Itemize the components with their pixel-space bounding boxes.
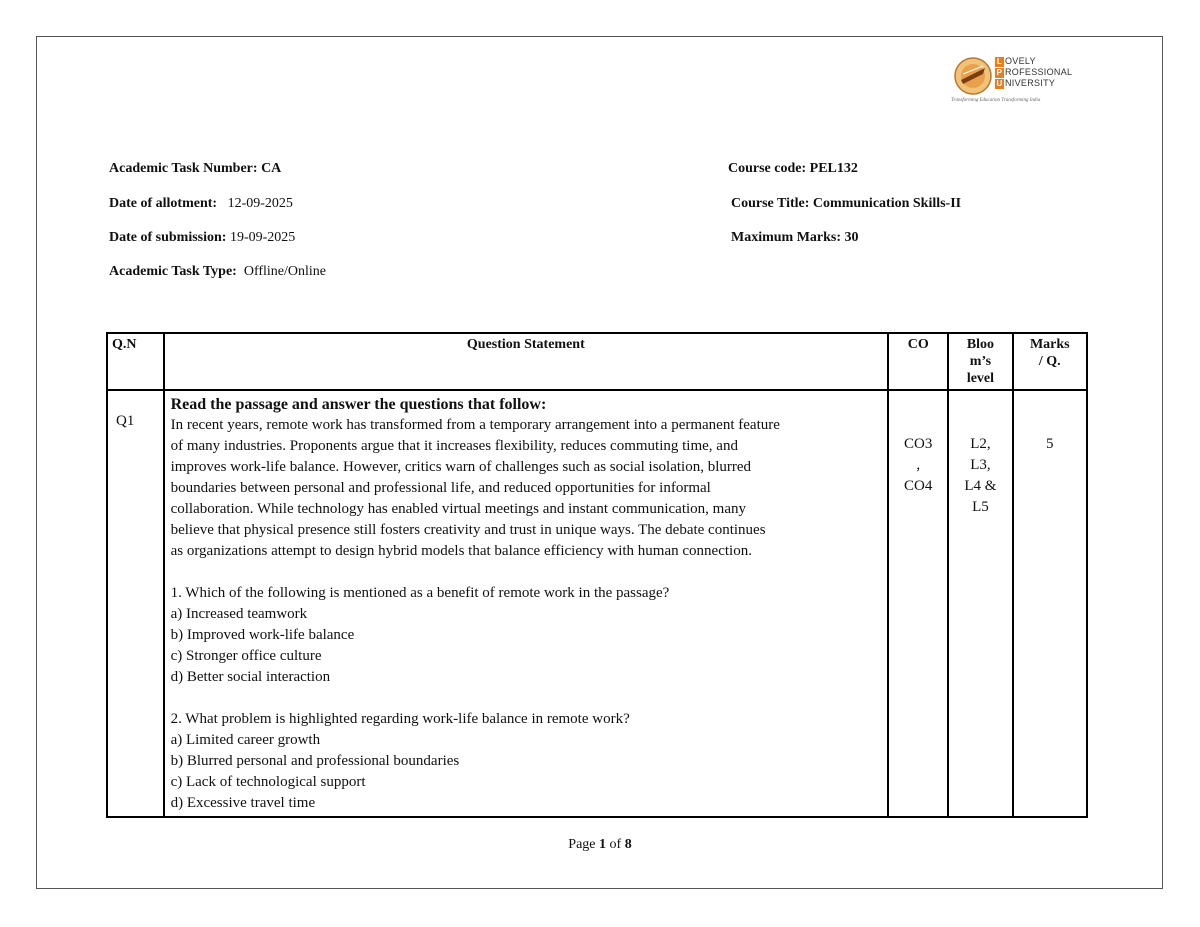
sub-question-1-stem: 1. Which of the following is mentioned as a benefit of remote work in the passage?: [170, 585, 670, 601]
passage-line: as organizations attempt to design hybrid models that balance efficiency with human connection.: [170, 543, 752, 559]
submission-date: Date of submission: 19-09-2025: [109, 230, 296, 245]
allotment-date: Date of allotment: 12-09-2025: [109, 196, 293, 211]
passage-line: believe that physical presence still fosters creativity and trust in unique ways. The debate continues: [170, 522, 766, 538]
header-qn: Q.N: [107, 333, 164, 390]
option: c) Stronger office culture: [170, 648, 322, 664]
logo-emblem-icon: [953, 56, 993, 96]
option: a) Increased teamwork: [170, 606, 308, 622]
option: c) Lack of technological support: [170, 774, 366, 790]
task-number: Academic Task Number: CA: [109, 161, 282, 176]
course-code: Course code: PEL132: [728, 161, 858, 176]
blooms-level: L2, L3, L4 & L5: [948, 390, 1012, 817]
course-outcome: CO3 , CO4: [888, 390, 948, 817]
option: d) Better social interaction: [170, 669, 331, 685]
question-table: [106, 332, 1088, 818]
option: d) Excessive travel time: [170, 795, 316, 811]
option: a) Limited career growth: [170, 732, 321, 748]
marks-per-question: 5: [1013, 390, 1087, 817]
question-statement: [164, 390, 889, 817]
passage-line: of many industries. Proponents argue that it increases flexibility, reduces commuting time, and: [170, 438, 738, 454]
maximum-marks: Maximum Marks: 30: [731, 230, 859, 245]
table-row: [107, 390, 1087, 817]
question-number: Q1: [107, 390, 164, 817]
logo-wordmark: L OVELY P ROFESSIONAL U NIVERSITY: [996, 56, 1073, 88]
header-question-statement: Question Statement: [164, 333, 889, 390]
sub-question-2-stem: 2. What problem is highlighted regarding work-life balance in remote work?: [170, 711, 630, 727]
passage-line: collaboration. While technology has enabled virtual meetings and instant communication, many: [170, 501, 746, 517]
page-footer: Page 1 of 8: [568, 837, 632, 852]
option: b) Blurred personal and professional boundaries: [170, 753, 460, 769]
passage-line: boundaries between personal and professional life, and reduced opportunities for informal: [170, 480, 711, 496]
table-header-row: [107, 333, 1087, 390]
header-marks: Marks / Q.: [1013, 333, 1087, 390]
option: b) Improved work-life balance: [170, 627, 355, 643]
header-co: CO: [888, 333, 948, 390]
task-type: Academic Task Type: Offline/Online: [109, 264, 327, 279]
university-logo: [951, 54, 1091, 110]
question-heading: Read the passage and answer the questions that follow:: [170, 396, 547, 413]
course-title: Course Title: Communication Skills-II: [731, 196, 962, 211]
passage-line: improves work-life balance. However, critics warn of challenges such as social isolation, blurred: [170, 459, 752, 475]
logo-tagline: Transforming Education Transforming India: [951, 98, 1041, 103]
header-blooms-level: Bloo m’s level: [948, 333, 1012, 390]
passage-line: In recent years, remote work has transformed from a temporary arrangement into a permanent feature: [170, 417, 780, 433]
